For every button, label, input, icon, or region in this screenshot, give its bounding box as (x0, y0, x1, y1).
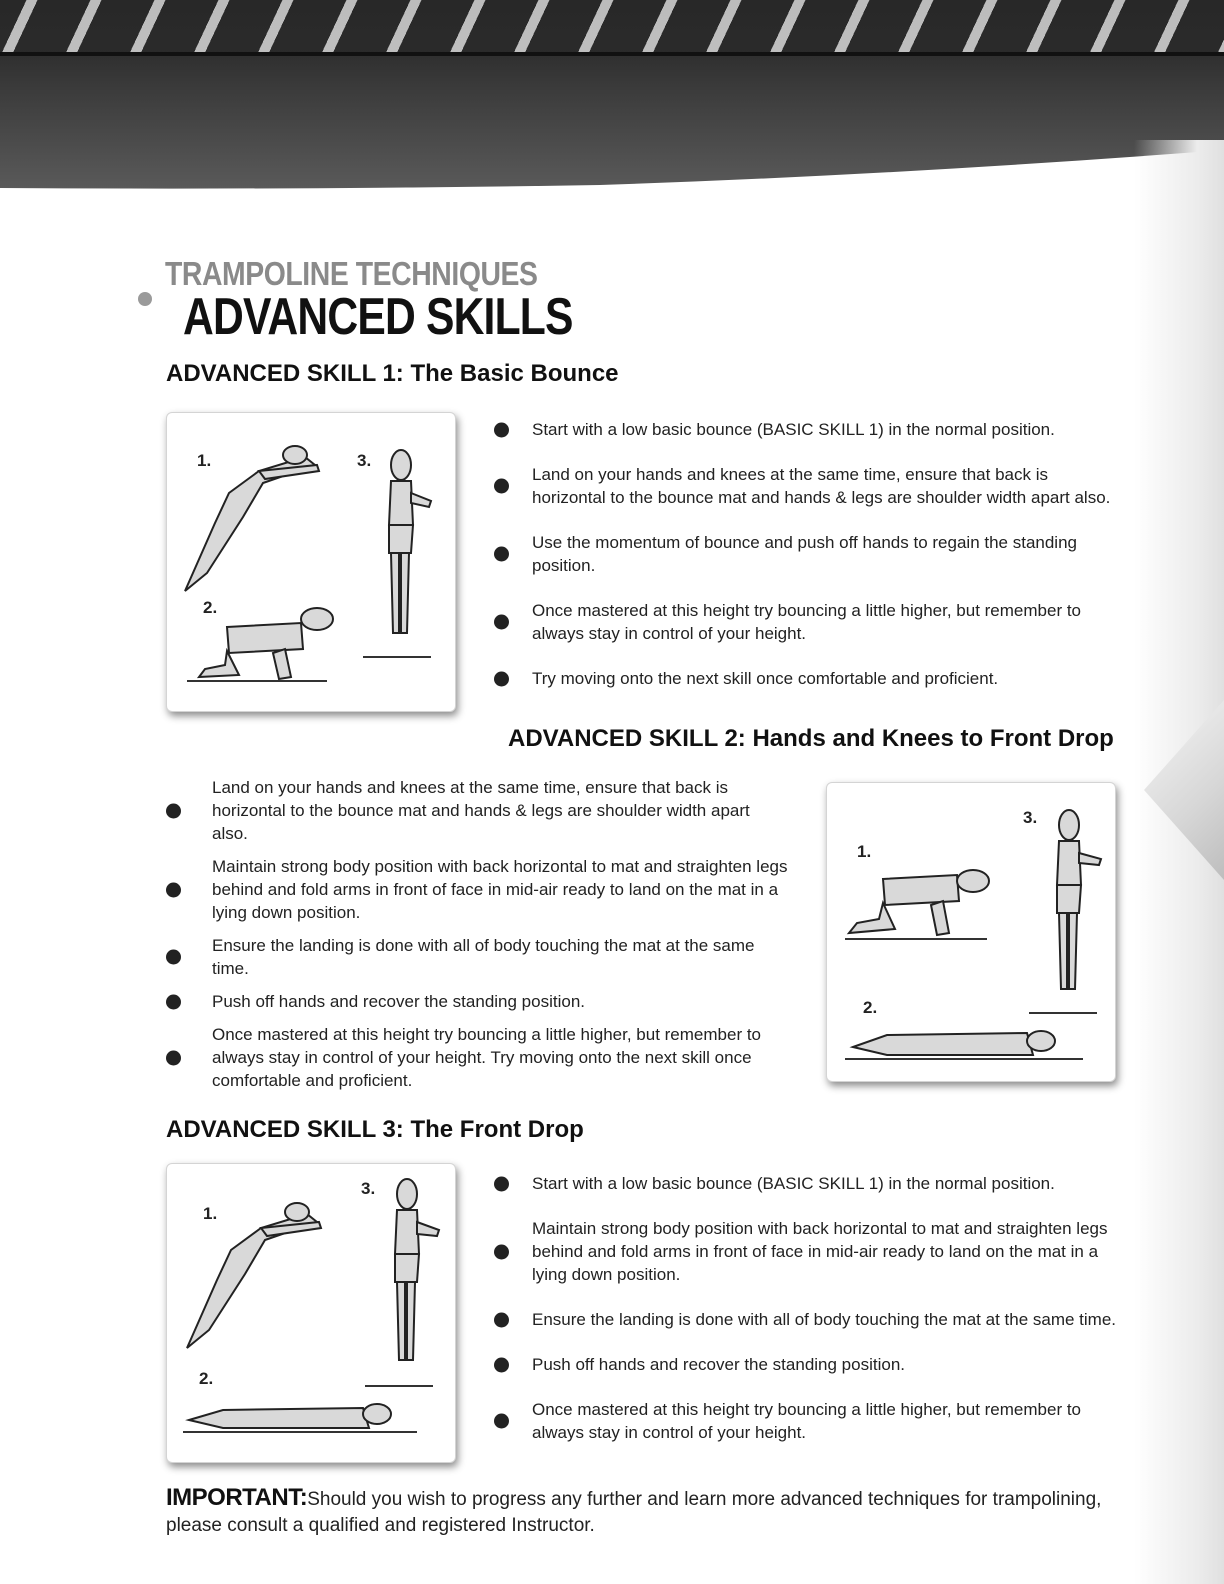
skill3-bullets (494, 1172, 1118, 1444)
list-item: Once mastered at this height try bouncing a little higher, but remember to always stay in control of your height. Try moving onto the next skill once comfortable and proficient. (166, 1023, 790, 1092)
lying-figure (853, 1031, 1055, 1055)
skill3-label-2: 2. (199, 1369, 214, 1388)
list-item: Push off hands and recover the standing position. (494, 1353, 1118, 1376)
list-item: Use the momentum of bounce and push off hands to regain the standing position. (494, 531, 1118, 577)
list-item: Land on your hands and knees at the same time, ensure that back is horizontal to the bounce mat and hands & legs are shoulder width apart also. (166, 776, 790, 845)
bullet-icon (494, 479, 509, 494)
header-stripes (0, 0, 1224, 55)
important-note (166, 1485, 1126, 1539)
skill2-title: ADVANCED SKILL 2: Hands and Knees to Front Drop (508, 725, 1114, 752)
bullet-icon (494, 547, 509, 562)
section-kicker: TRAMPOLINE TECHNIQUES (165, 255, 538, 292)
bullet-icon (166, 882, 181, 897)
skill3-title: ADVANCED SKILL 3: The Front Drop (166, 1116, 584, 1143)
skill2-illustration (827, 783, 1115, 1081)
header-line (0, 52, 1224, 56)
skill1-label-2: 2. (203, 598, 218, 617)
bullet-icon (494, 422, 509, 437)
skill1-figure (166, 412, 456, 712)
list-item: Push off hands and recover the standing position. (166, 990, 790, 1013)
important-text: Should you wish to progress any further and learn more advanced techniques for trampolining, please consult a qualified and registered Instructor. (166, 1489, 1102, 1536)
bullet-icon (494, 1357, 509, 1372)
bullet-icon (166, 1050, 181, 1065)
skill1-label-3: 3. (357, 451, 372, 470)
kneeling-figure (849, 870, 989, 935)
bullet-icon (494, 1244, 509, 1259)
skill2-bullets (166, 776, 790, 1092)
diving-figure (187, 1203, 321, 1348)
bullet-icon (166, 950, 181, 965)
bullet-icon (494, 1176, 509, 1191)
list-item: Start with a low basic bounce (BASIC SKILL 1) in the normal position. (494, 418, 1118, 441)
skill2-figure (826, 782, 1116, 1082)
skill2-label-2: 2. (863, 998, 878, 1017)
kneeling-figure (199, 608, 333, 679)
standing-figure (395, 1179, 439, 1360)
skill2-label-3: 3. (1023, 808, 1038, 827)
skill1-illustration (167, 413, 455, 711)
list-item: Ensure the landing is done with all of body touching the mat at the same time. (494, 1308, 1118, 1331)
bullet-icon (494, 1312, 509, 1327)
standing-figure (389, 450, 431, 633)
standing-figure (1057, 810, 1101, 989)
skill3-label-1: 1. (203, 1204, 218, 1223)
list-item: Try moving onto the next skill once comfortable and proficient. (494, 667, 1118, 690)
bullet-icon (166, 994, 181, 1009)
title-dot-icon (138, 292, 152, 306)
list-item: Start with a low basic bounce (BASIC SKILL 1) in the normal position. (494, 1172, 1118, 1195)
skill3-illustration (167, 1164, 455, 1462)
page-title: ADVANCED SKILLS (183, 288, 573, 346)
bullet-icon (494, 671, 509, 686)
skill2-label-1: 1. (857, 842, 872, 861)
skill1-label-1: 1. (197, 451, 212, 470)
list-item: Maintain strong body position with back horizontal to mat and straighten legs behind and fold arms in front of face in mid-air ready to land on the mat in a lying down position. (166, 855, 790, 924)
skill3-figure (166, 1163, 456, 1463)
list-item: Maintain strong body position with back horizontal to mat and straighten legs behind and fold arms in front of face in mid-air ready to land on the mat in a lying down position. (494, 1217, 1118, 1286)
bullet-icon (494, 615, 509, 630)
important-label: IMPORTANT: (166, 1484, 308, 1511)
bullet-icon (494, 1414, 509, 1429)
list-item: Once mastered at this height try bouncing a little higher, but remember to always stay in control of your height. (494, 599, 1118, 645)
skill1-title: ADVANCED SKILL 1: The Basic Bounce (166, 360, 619, 387)
skill3-label-3: 3. (361, 1179, 376, 1198)
lying-figure (189, 1404, 391, 1428)
bullet-icon (166, 803, 181, 818)
list-item: Land on your hands and knees at the same time, ensure that back is horizontal to the bounce mat and hands & legs are shoulder width apart also. (494, 463, 1118, 509)
list-item: Once mastered at this height try bouncing a little higher, but remember to always stay in control of your height. (494, 1398, 1118, 1444)
skill1-bullets (494, 418, 1118, 690)
list-item: Ensure the landing is done with all of body touching the mat at the same time. (166, 934, 790, 980)
